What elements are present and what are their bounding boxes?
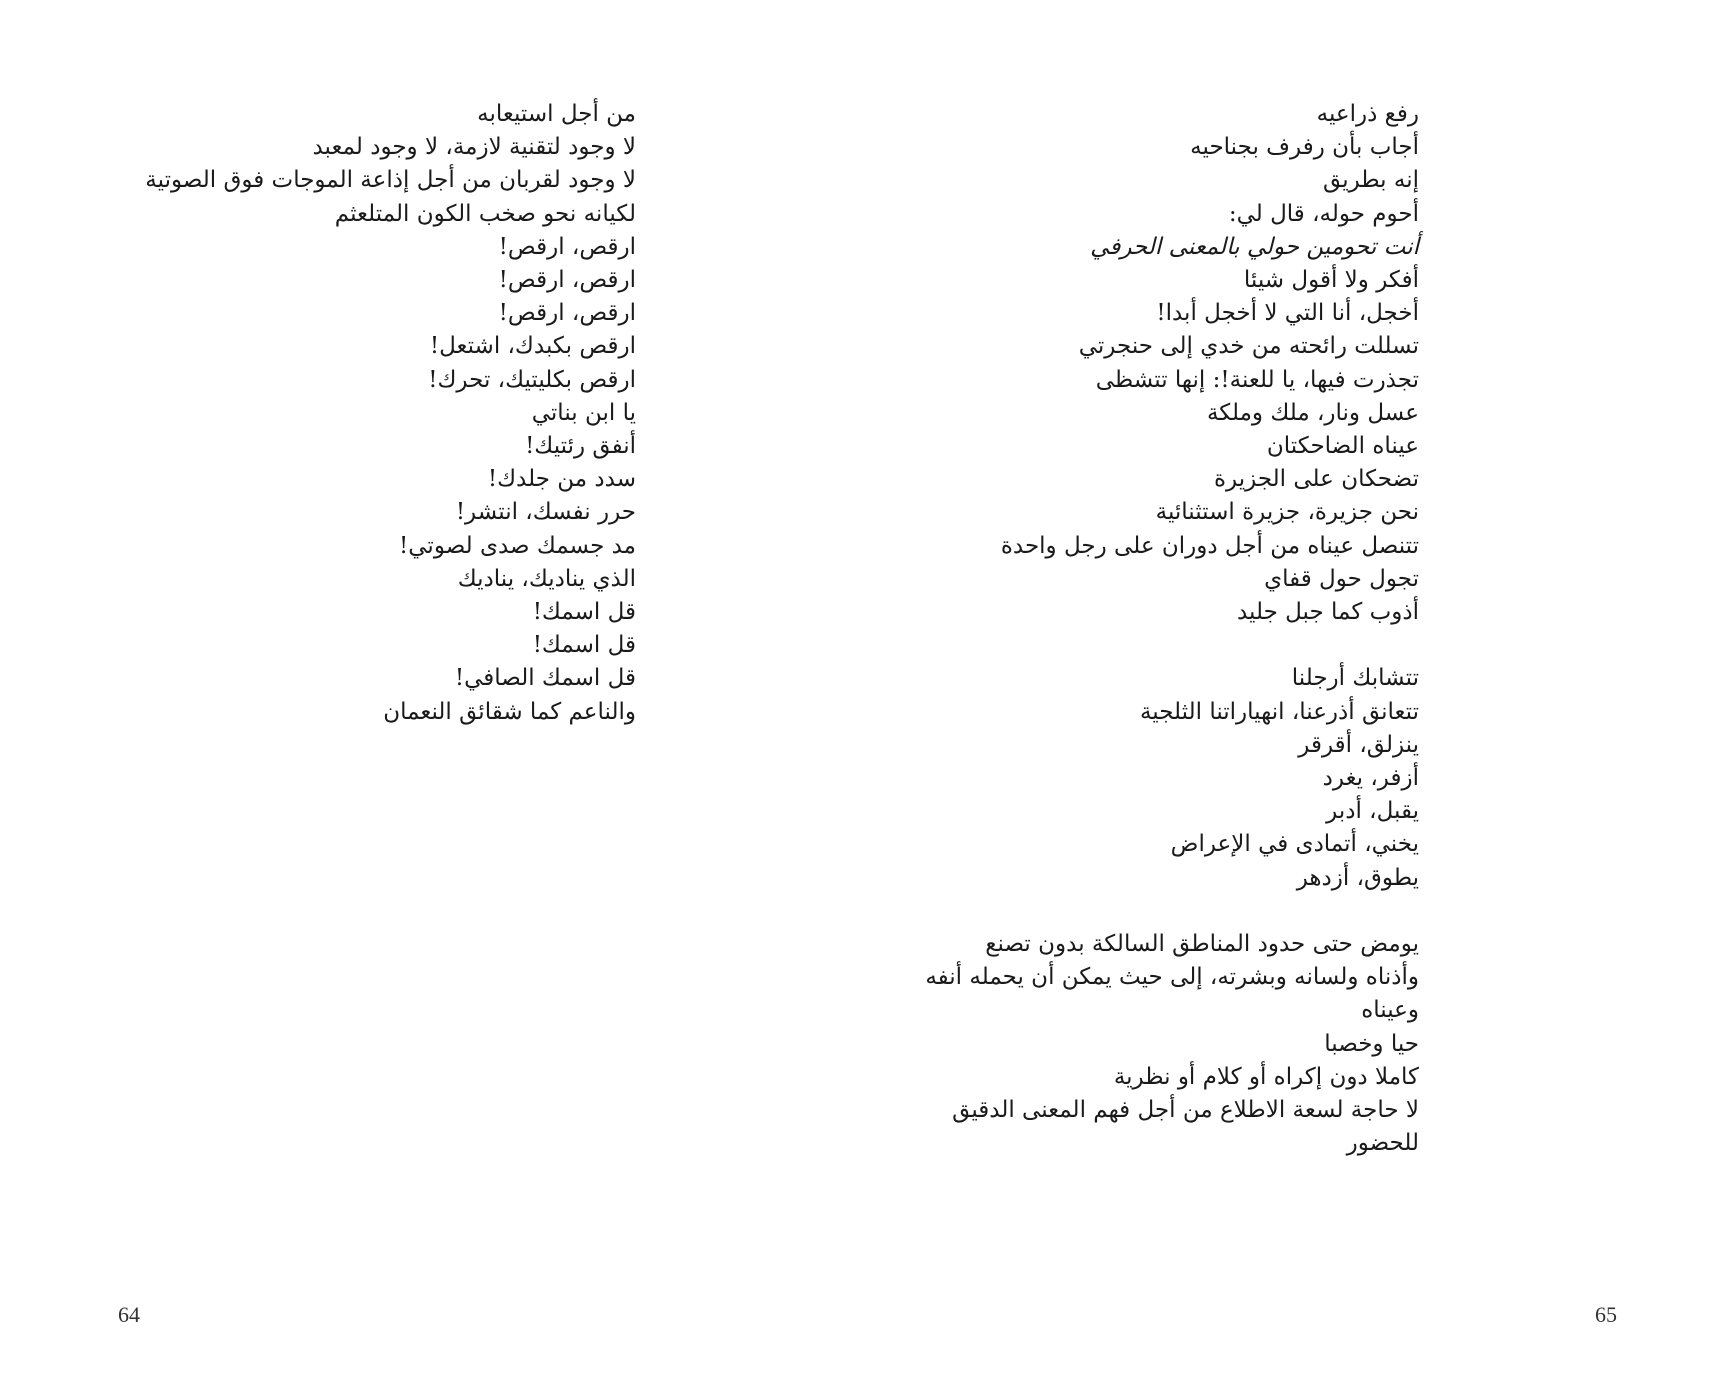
poem-line: لا وجود لقربان من أجل إذاعة الموجات فوق الصوتية bbox=[145, 167, 636, 194]
poem-line: يخني، أتمادى في الإعراض bbox=[1170, 831, 1419, 858]
left-page-number: 64 bbox=[118, 1302, 140, 1327]
poem-line: أذوب كما جبل جليد bbox=[1236, 599, 1419, 626]
poem-line: الذي يناديك، يناديك bbox=[457, 565, 636, 592]
poem-line: قل اسمك الصافي! bbox=[454, 665, 636, 692]
poem-line: ارقص، ارقص! bbox=[498, 300, 636, 327]
poem-line: مد جسمك صدى لصوتي! bbox=[399, 532, 636, 559]
poem-line: للحضور bbox=[1346, 1130, 1419, 1157]
poem-line: من أجل استيعابه bbox=[477, 101, 636, 127]
poem-line: عسل ونار، ملك وملكة bbox=[1206, 399, 1419, 426]
poem-line: لا حاجة لسعة الاطلاع من أجل فهم المعنى الدقيق bbox=[952, 1097, 1419, 1124]
poem-line: حرر نفسك، انتشر! bbox=[455, 499, 636, 526]
poem-line: تسللت رائحته من خدي إلى حنجرتي bbox=[1078, 333, 1419, 360]
poem-line: تتعانق أذرعنا، انهياراتنا الثلجية bbox=[1139, 698, 1419, 725]
poem-line: أحوم حوله، قال لي: bbox=[1228, 200, 1419, 227]
poem-line: ارقص، ارقص! bbox=[498, 267, 636, 294]
poem-line: ارقص بكليتيك، تحرك! bbox=[428, 366, 636, 393]
poem-line: أخجل، أنا التي لا أخجل أبدا! bbox=[1156, 300, 1419, 327]
poem-line: يطوق، أزدهر bbox=[1296, 864, 1419, 891]
poem-line: عيناه الضاحكتان bbox=[1266, 433, 1419, 460]
poem-line: يا ابن بناتي bbox=[531, 399, 636, 426]
poem-line: تتنصل عيناه من أجل دوران على رجل واحدة bbox=[1000, 532, 1419, 559]
poem-line: وأذناه ولسانه وبشرته، إلى حيث يمكن أن يحمله أنفه bbox=[925, 964, 1419, 991]
poem-line: تجول حول قفاي bbox=[1264, 565, 1419, 592]
poem-line: كاملا دون إكراه أو كلام أو نظرية bbox=[1113, 1063, 1419, 1090]
poem-stanza bbox=[925, 662, 1419, 894]
poem-line: قل اسمك! bbox=[532, 632, 636, 659]
poem-line: حيا وخصبا bbox=[1324, 1030, 1419, 1057]
poem-line: ينزلق، أقرقر bbox=[1298, 731, 1419, 758]
poem-line: لكيانه نحو صخب الكون المتلعثم bbox=[334, 200, 636, 227]
right-page-poem bbox=[925, 98, 1419, 1160]
poem-line: قل اسمك! bbox=[532, 599, 636, 626]
poem-line: يومض حتى حدود المناطق السالكة بدون تصنع bbox=[985, 931, 1419, 958]
poem-line: سدد من جلدك! bbox=[487, 466, 636, 493]
poem-line: تتشابك أرجلنا bbox=[1291, 665, 1419, 692]
poem-line: وعيناه bbox=[1361, 997, 1419, 1024]
poem-line: أنت تحومين حولي بالمعنى الحرفي bbox=[1090, 233, 1419, 260]
right-page-number: 65 bbox=[1595, 1302, 1617, 1327]
poem-line: إنه بطريق bbox=[1323, 167, 1419, 194]
poem-line: أزفر، يغرد bbox=[1322, 765, 1419, 792]
poem-stanza bbox=[925, 98, 1419, 629]
poem-line: والناعم كما شقائق النعمان bbox=[383, 698, 636, 725]
poem-line: أنفق رئتيك! bbox=[525, 433, 636, 460]
poem-line: تضحكان على الجزيرة bbox=[1213, 466, 1419, 493]
poem-line: ارقص، ارقص! bbox=[498, 233, 636, 260]
poem-line: تجذرت فيها، يا للعنة!: إنها تتشظى bbox=[1095, 366, 1419, 393]
poem-line: يقبل، أدبر bbox=[1326, 798, 1419, 825]
poem-line: ارقص بكبدك، اشتعل! bbox=[429, 333, 636, 360]
poem-stanza bbox=[925, 928, 1419, 1160]
left-page-poem bbox=[145, 98, 636, 729]
poem-line: لا وجود لتقنية لازمة، لا وجود لمعبد bbox=[312, 134, 636, 161]
poem-line: أفكر ولا أقول شيئا bbox=[1243, 267, 1419, 294]
right-page bbox=[866, 0, 1732, 1378]
poem-line: نحن جزيرة، جزيرة استثنائية bbox=[1155, 499, 1419, 526]
poem-line: رفع ذراعيه bbox=[1316, 101, 1419, 127]
poem-stanza bbox=[145, 98, 636, 729]
poem-line: أجاب بأن رفرف بجناحيه bbox=[1190, 134, 1419, 161]
